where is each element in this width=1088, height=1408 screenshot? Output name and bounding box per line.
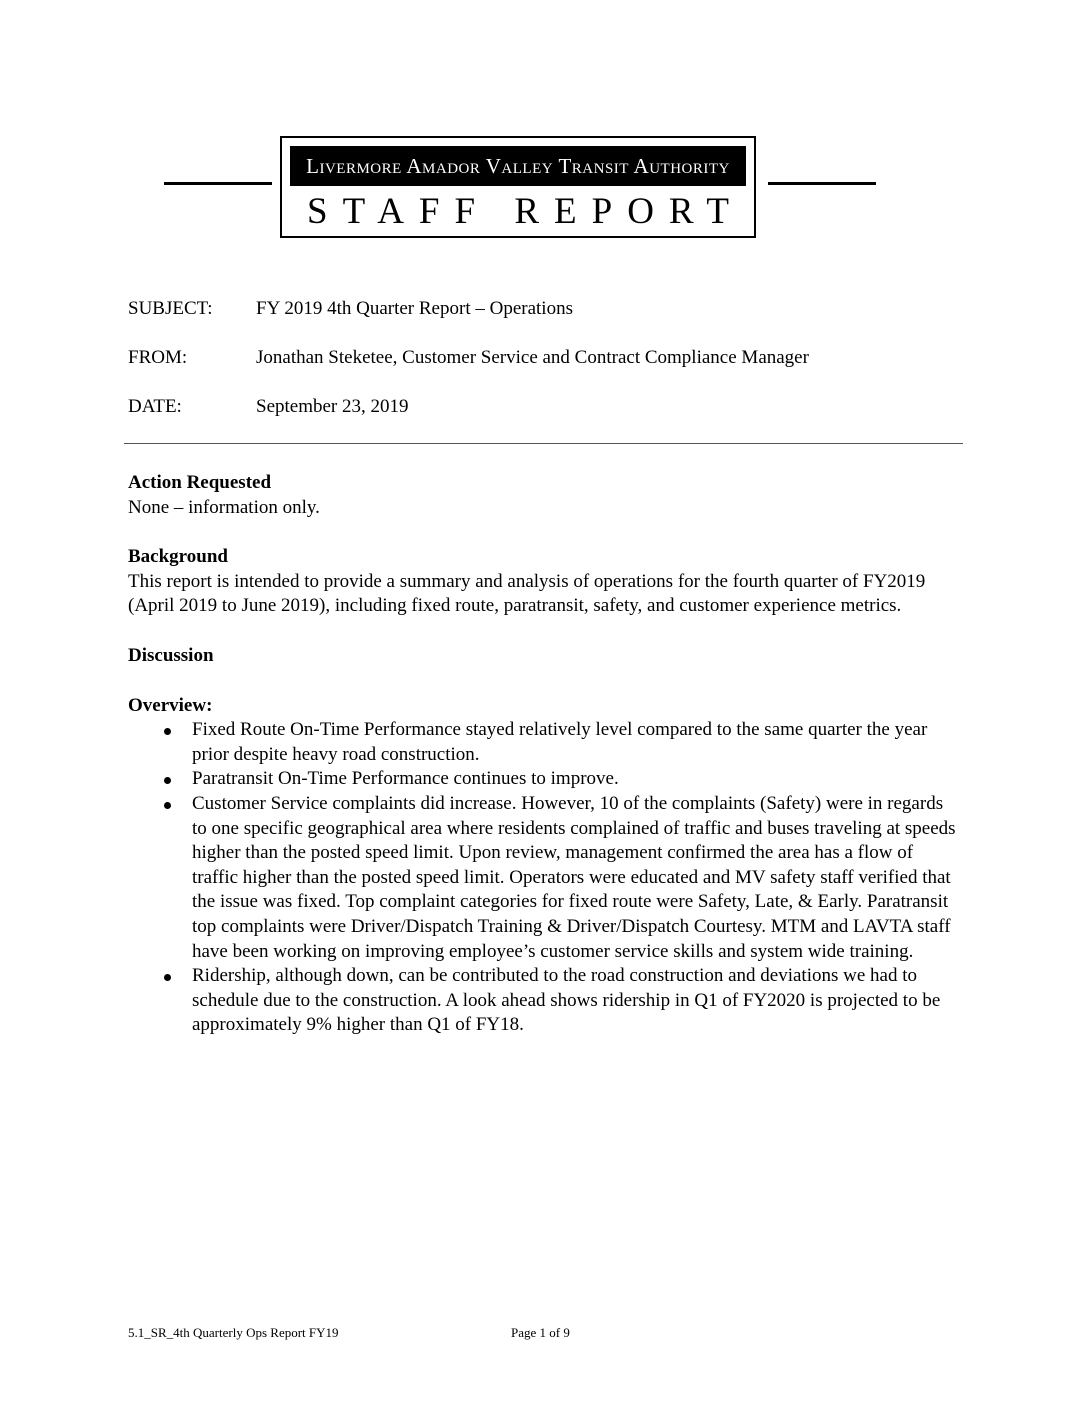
overview-list xyxy=(128,718,962,1038)
list-item xyxy=(128,767,962,792)
agency-name: Livermore Amador Valley Transit Authority xyxy=(290,146,746,186)
background-heading: Background xyxy=(128,546,228,568)
bullet-icon xyxy=(164,974,171,981)
action-requested-heading: Action Requested xyxy=(128,472,272,493)
footer-file-name: 5.1_SR_4th Quarterly Ops Report FY19 xyxy=(128,1325,339,1340)
discussion-heading: Discussion xyxy=(128,644,214,666)
report-title: STAFF REPORT xyxy=(307,191,744,232)
list-item-text: Ridership, although down, can be contributed to the road construction and deviations we had to schedule due to the construction. A look ahead shows ridership in Q1 of FY2020 is projected to be approximately 9% higher than Q1 of FY18. xyxy=(192,965,941,1036)
list-item xyxy=(128,718,962,767)
list-item-text: Paratransit On-Time Performance continues to improve. xyxy=(192,768,619,790)
bullet-icon xyxy=(164,802,171,809)
subject-row xyxy=(128,296,958,345)
footer-page-number: Page 1 of 9 xyxy=(511,1325,570,1340)
background-text: This report is intended to provide a summary and analysis of operations for the fourth quarter of FY2019 (April 2019 to June 2019), including fixed route, paratransit, safety, and customer experience metrics. xyxy=(128,570,926,617)
from-value: Jonathan Steketee, Customer Service and Contract Compliance Manager xyxy=(256,347,809,368)
action-requested-text: None – information only. xyxy=(128,496,320,518)
date-row xyxy=(128,394,958,443)
memo-fields xyxy=(128,296,958,443)
list-item xyxy=(128,792,962,964)
list-item-text: Fixed Route On-Time Performance stayed relatively level compared to the same quarter the year prior despite heavy road construction. xyxy=(192,719,928,765)
from-label: FROM: xyxy=(128,347,188,368)
report-body xyxy=(128,471,962,1038)
bullet-icon xyxy=(164,777,171,784)
date-value: September 23, 2019 xyxy=(256,396,409,417)
overview-heading: Overview: xyxy=(128,694,213,716)
date-label: DATE: xyxy=(128,396,182,417)
header-rule-left xyxy=(164,182,272,185)
list-item xyxy=(128,964,962,1038)
from-row xyxy=(128,345,958,394)
subject-label: SUBJECT: xyxy=(128,298,213,319)
bullet-icon xyxy=(164,728,171,735)
header-rule-right xyxy=(768,182,876,185)
letterhead-box xyxy=(280,136,756,238)
subject-value: FY 2019 4th Quarter Report – Operations xyxy=(256,298,573,319)
list-item-text: Customer Service complaints did increase. However, 10 of the complaints (Safety) were in regards to one specific geographical area where residents complained of traffic and buses traveling at speeds higher than the posted speed limit. Upon review, management confirmed the area has a flow of traffic higher than the posted speed limit. Operators were educated and MV safety staff verified that the issue was fixed. Top complaint categories for fixed route were Safety, Late, & Early. Paratransit top complaints were Driver/Dispatch Training & Driver/Dispatch Courtesy. MTM and LAVTA staff have been working on improving employee’s customer service skills and system wide training. xyxy=(192,792,956,962)
memo-divider xyxy=(124,443,963,444)
